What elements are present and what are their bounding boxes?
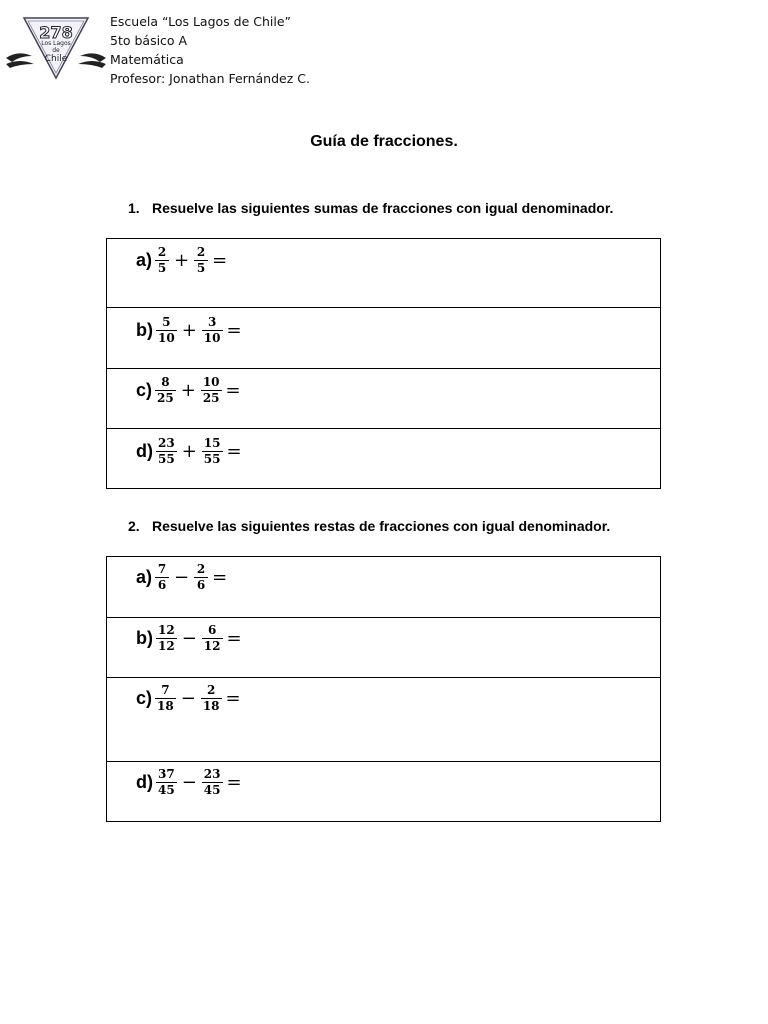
logo-number: 278 xyxy=(39,23,73,42)
logo-line1: Los Lagos xyxy=(41,40,71,47)
fraction-2 xyxy=(203,624,222,653)
fraction-2 xyxy=(203,316,222,345)
numerator: 7 xyxy=(161,683,170,697)
denominator: 55 xyxy=(203,452,221,466)
denominator: 5 xyxy=(157,261,167,275)
numerator: 15 xyxy=(203,436,221,450)
operator: − xyxy=(181,772,197,793)
fraction-1 xyxy=(156,684,175,713)
fraction-2 xyxy=(203,768,222,797)
instruction-number: 1. xyxy=(128,200,140,216)
numerator: 5 xyxy=(162,315,171,329)
fraction-1 xyxy=(156,376,175,405)
exercise-letter: b) xyxy=(136,628,153,648)
fraction-expression xyxy=(136,376,241,405)
exercise-row xyxy=(107,368,660,428)
fraction-1 xyxy=(157,768,176,797)
equals-sign: = xyxy=(226,320,242,341)
equals-sign: = xyxy=(226,441,242,462)
denominator: 6 xyxy=(196,578,206,592)
equals-sign: = xyxy=(226,628,242,649)
numerator: 2 xyxy=(206,683,216,697)
operator: + xyxy=(181,320,197,341)
instruction-text: Resuelve las siguientes sumas de fracciones con igual denominador. xyxy=(152,200,614,216)
page-title: Guía de fracciones. xyxy=(310,133,458,150)
exercise-row xyxy=(107,307,660,368)
exercise-letter: d) xyxy=(136,772,153,792)
fraction-expression xyxy=(136,768,242,797)
exercise-letter: c) xyxy=(136,688,153,708)
exercise-letter: a) xyxy=(136,567,153,587)
fraction-1 xyxy=(157,624,176,653)
fraction-2 xyxy=(202,684,221,713)
fraction-expression xyxy=(136,246,227,275)
denominator: 12 xyxy=(158,639,175,653)
denominator: 45 xyxy=(158,783,175,797)
fraction-2 xyxy=(195,246,207,275)
equals-sign: = xyxy=(225,688,241,709)
exercise-row xyxy=(107,617,660,677)
numerator: 2 xyxy=(157,245,167,259)
numerator: 2 xyxy=(196,245,206,259)
sums-table xyxy=(106,238,661,489)
numerator: 7 xyxy=(157,562,167,576)
fraction-2 xyxy=(202,376,221,405)
denominator: 5 xyxy=(196,261,206,275)
operator: − xyxy=(181,628,197,649)
logo-line3: Chile xyxy=(44,54,68,64)
school-logo xyxy=(4,12,108,84)
exercise-row xyxy=(107,557,660,617)
denominator: 18 xyxy=(157,699,174,713)
numerator: 3 xyxy=(207,315,217,329)
exercise-letter: c) xyxy=(136,380,153,400)
denominator: 25 xyxy=(157,391,174,405)
exercise-row xyxy=(107,239,660,307)
denominator: 10 xyxy=(158,331,175,345)
exercise-row xyxy=(107,761,660,821)
operator: + xyxy=(174,250,190,271)
fraction-expression xyxy=(136,437,242,466)
fraction-1 xyxy=(157,437,176,466)
operator: − xyxy=(174,567,190,588)
fraction-expression xyxy=(136,684,241,713)
numerator: 2 xyxy=(196,562,206,576)
operator: − xyxy=(180,688,196,709)
denominator: 10 xyxy=(203,331,221,345)
equals-sign: = xyxy=(212,567,228,588)
instruction-number: 2. xyxy=(128,518,140,534)
denominator: 6 xyxy=(157,578,167,592)
equals-sign: = xyxy=(226,772,242,793)
operator: + xyxy=(180,380,196,401)
fraction-2 xyxy=(203,437,222,466)
denominator: 25 xyxy=(202,391,220,405)
numerator: 12 xyxy=(158,623,175,637)
denominator: 18 xyxy=(202,699,220,713)
equals-sign: = xyxy=(225,380,241,401)
fraction-expression xyxy=(136,563,227,592)
numerator: 37 xyxy=(158,767,175,781)
operator: + xyxy=(181,441,197,462)
numerator: 10 xyxy=(202,375,220,389)
numerator: 23 xyxy=(203,767,221,781)
fraction-expression xyxy=(136,316,242,345)
equals-sign: = xyxy=(212,250,228,271)
denominator: 45 xyxy=(203,783,221,797)
teacher-name: Profesor: Jonathan Fernández C. xyxy=(110,71,310,86)
document-header xyxy=(110,12,310,88)
denominator: 12 xyxy=(203,639,221,653)
exercise-row xyxy=(107,428,660,488)
school-name: Escuela “Los Lagos de Chile” xyxy=(110,14,292,29)
exercise-letter: b) xyxy=(136,320,153,340)
course-name: 5to básico A xyxy=(110,33,188,48)
subtractions-table xyxy=(106,556,661,822)
numerator: 23 xyxy=(158,436,175,450)
fraction-1 xyxy=(156,563,168,592)
exercise-letter: a) xyxy=(136,250,153,270)
instruction-sums xyxy=(128,200,613,216)
fraction-2 xyxy=(195,563,207,592)
logo-line2: de xyxy=(52,47,60,54)
instruction-subtractions xyxy=(128,518,610,534)
subject-name: Matemática xyxy=(110,52,184,67)
instruction-text: Resuelve las siguientes restas de fracciones con igual denominador. xyxy=(152,518,611,534)
fraction-expression xyxy=(136,624,242,653)
fraction-1 xyxy=(157,316,176,345)
denominator: 55 xyxy=(158,452,175,466)
numerator: 6 xyxy=(207,623,217,637)
exercise-letter: d) xyxy=(136,441,153,461)
numerator: 8 xyxy=(161,375,170,389)
fraction-1 xyxy=(156,246,168,275)
exercise-row xyxy=(107,677,660,761)
